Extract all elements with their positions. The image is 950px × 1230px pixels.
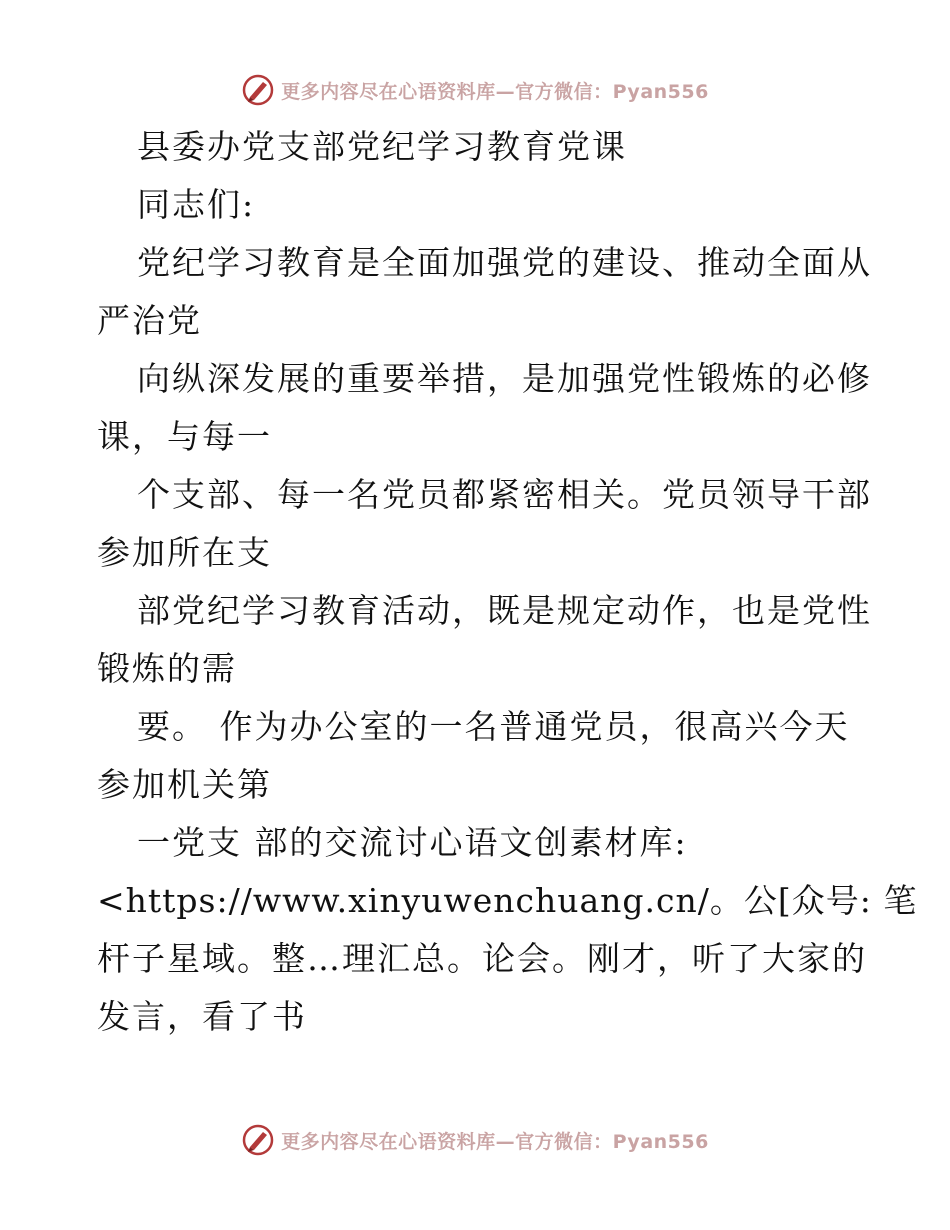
document-line: 党纪学习教育是全面加强党的建设、推动全面从 — [137, 243, 872, 282]
document-body — [97, 118, 918, 1046]
header-watermark-banner — [0, 70, 950, 110]
document-line: 要。 作为办公室的一名普通党员，很高兴今天 — [137, 707, 850, 746]
pen-logo-icon — [241, 1123, 275, 1157]
document-line: <https://www.xinyuwenchuang.cn/。公[众号: 笔 — [97, 881, 918, 920]
document-line: 锻炼的需 — [97, 649, 237, 688]
document-line: 部党纪学习教育活动，既是规定动作，也是党性 — [137, 591, 872, 630]
document-line: 参加所在支 — [97, 533, 272, 572]
document-line: 个支部、每一名党员都紧密相关。党员领导干部 — [137, 475, 872, 514]
footer-watermark-text: 更多内容尽在心语资料库—官方微信：Pyan556 — [281, 1130, 709, 1153]
footer-watermark-banner — [0, 1120, 950, 1160]
document-line: 发言，看了书 — [97, 997, 307, 1036]
header-watermark-text: 更多内容尽在心语资料库—官方微信：Pyan556 — [281, 80, 709, 103]
document-line: 同志们: — [137, 185, 256, 224]
pen-logo-icon — [241, 73, 275, 107]
document-line: 杆子星域。整…理汇总。论会。刚才，听了大家的 — [97, 939, 867, 978]
document-line: 参加机关第 — [97, 765, 272, 804]
document-line: 向纵深发展的重要举措，是加强党性锻炼的必修 — [137, 359, 872, 398]
document-title: 县委办党支部党纪学习教育党课 — [137, 127, 627, 166]
document-line: 一党支 部的交流讨心语文创素材库: — [137, 823, 688, 862]
document-line: 严治党 — [97, 301, 202, 340]
document-line: 课，与每一 — [97, 417, 272, 456]
